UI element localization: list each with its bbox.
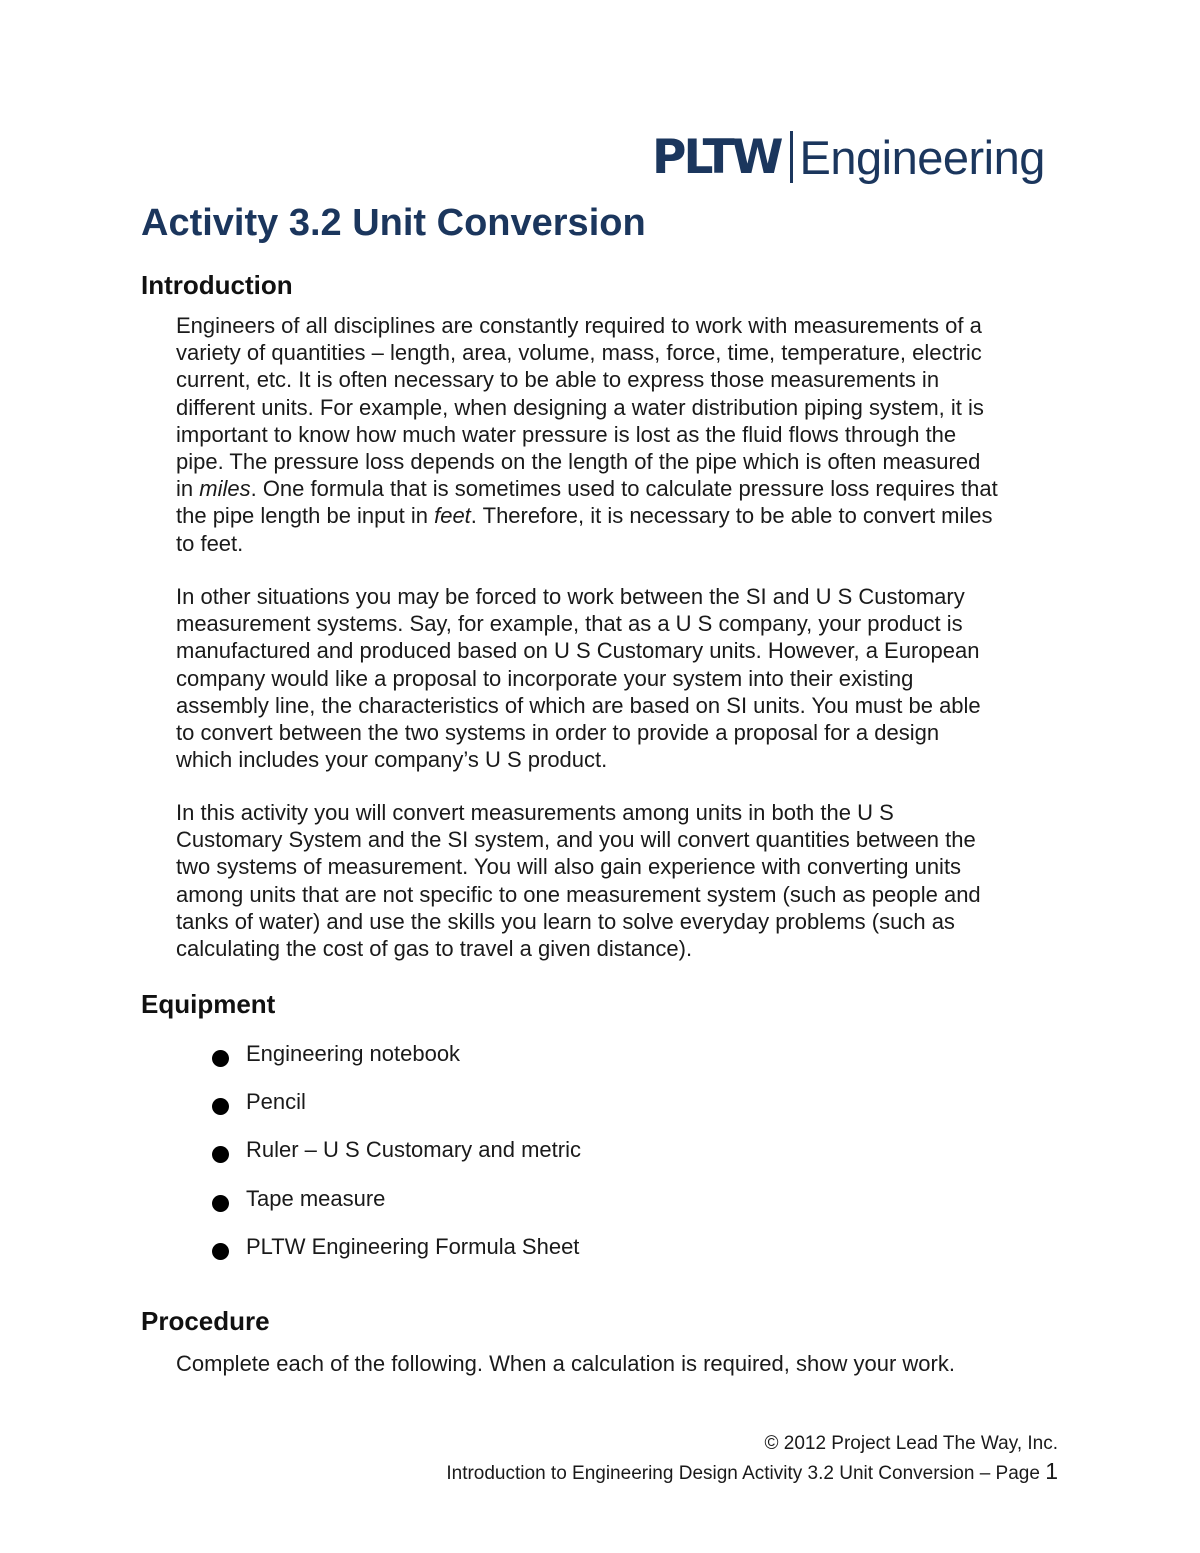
page-number: 1 — [1045, 1458, 1058, 1484]
list-item — [212, 1041, 581, 1089]
list-item-label: Tape measure — [246, 1185, 386, 1211]
text-line: In this activity you will convert measurements among units in both the U S — [176, 800, 894, 825]
footer-course-text: Introduction to Engineering Design Activity 3.2 Unit Conversion – Page — [446, 1463, 1040, 1484]
intro-paragraph-3 — [176, 799, 1066, 962]
bullet-icon — [212, 1050, 229, 1067]
bullet-icon — [212, 1098, 229, 1115]
list-item — [212, 1186, 581, 1234]
bullet-icon — [212, 1243, 229, 1260]
text-line: Customary System and the SI system, and you will convert quantities between the — [176, 827, 976, 853]
list-item-label: Engineering notebook — [246, 1041, 461, 1066]
text-line: company would like a proposal to incorporate your system into their existing — [176, 665, 914, 691]
emphasis-feet: feet — [434, 503, 471, 529]
list-item — [212, 1234, 581, 1282]
footer-course — [446, 1458, 1058, 1485]
pltw-engineering-logo — [652, 128, 1045, 186]
footer-copyright: © 2012 Project Lead The Way, Inc. — [764, 1433, 1058, 1454]
list-item-label: Ruler – U S Customary and metric — [246, 1137, 581, 1163]
text-line: important to know how much water pressure is lost as the fluid flows through the — [176, 421, 957, 447]
text-line: Complete each of the following. When a calculation is required, show your work. — [176, 1351, 955, 1376]
text-line: Engineers of all disciplines are constantly required to work with measurements of a — [176, 313, 982, 338]
logo-brand: PLTW — [652, 129, 781, 185]
equipment-heading: Equipment — [141, 989, 276, 1019]
list-item — [212, 1089, 581, 1137]
text-line: in miles. One formula that is sometimes used to calculate pressure loss requires that — [176, 476, 998, 502]
text-line: to convert between the two systems in order to provide a proposal for a design — [176, 720, 940, 746]
text-line: In other situations you may be forced to work between the SI and U S Customary — [176, 584, 965, 609]
text-line: current, etc. It is often necessary to be able to express those measurements in — [176, 367, 940, 393]
emphasis-miles: miles — [199, 476, 251, 502]
text-line: different units. For example, when designing a water distribution piping system, it is — [176, 394, 984, 420]
text-line: tanks of water) and use the skills you learn to solve everyday problems (such as — [176, 908, 955, 934]
intro-paragraph-2 — [176, 583, 1066, 773]
procedure-text — [176, 1350, 1066, 1377]
text-line: to feet. — [176, 530, 244, 556]
text-line: two systems of measurement. You will also gain experience with converting units — [176, 854, 962, 880]
bullet-icon — [212, 1146, 229, 1163]
bullet-icon — [212, 1195, 229, 1212]
introduction-heading: Introduction — [141, 270, 293, 300]
page-title: Activity 3.2 Unit Conversion — [141, 202, 646, 244]
text-line: pipe. The pressure loss depends on the length of the pipe which is often measured — [176, 449, 981, 475]
text-line: manufactured and produced based on U S Customary units. However, a European — [176, 638, 980, 664]
text-line: assembly line, the characteristics of which are based on SI units. You must be able — [176, 692, 981, 718]
text-line: among units that are not specific to one measurement system (such as people and — [176, 881, 981, 907]
intro-paragraph-1 — [176, 312, 1066, 557]
logo-subtitle: Engineering — [799, 130, 1045, 184]
text-line: which includes your company’s U S product. — [176, 747, 608, 773]
list-item-label: Pencil — [246, 1089, 306, 1115]
logo-divider — [790, 131, 793, 183]
text-line: calculating the cost of gas to travel a given distance). — [176, 936, 693, 962]
text-line: variety of quantities – length, area, volume, mass, force, time, temperature, electric — [176, 340, 982, 366]
list-item-label: PLTW Engineering Formula Sheet — [246, 1233, 580, 1259]
text-line: measurement systems. Say, for example, that as a U S company, your product is — [176, 611, 963, 637]
equipment-list — [212, 1041, 581, 1282]
text-line: the pipe length be input in feet. Therefore, it is necessary to be able to convert miles — [176, 503, 993, 529]
procedure-heading: Procedure — [141, 1306, 270, 1336]
list-item — [212, 1137, 581, 1185]
